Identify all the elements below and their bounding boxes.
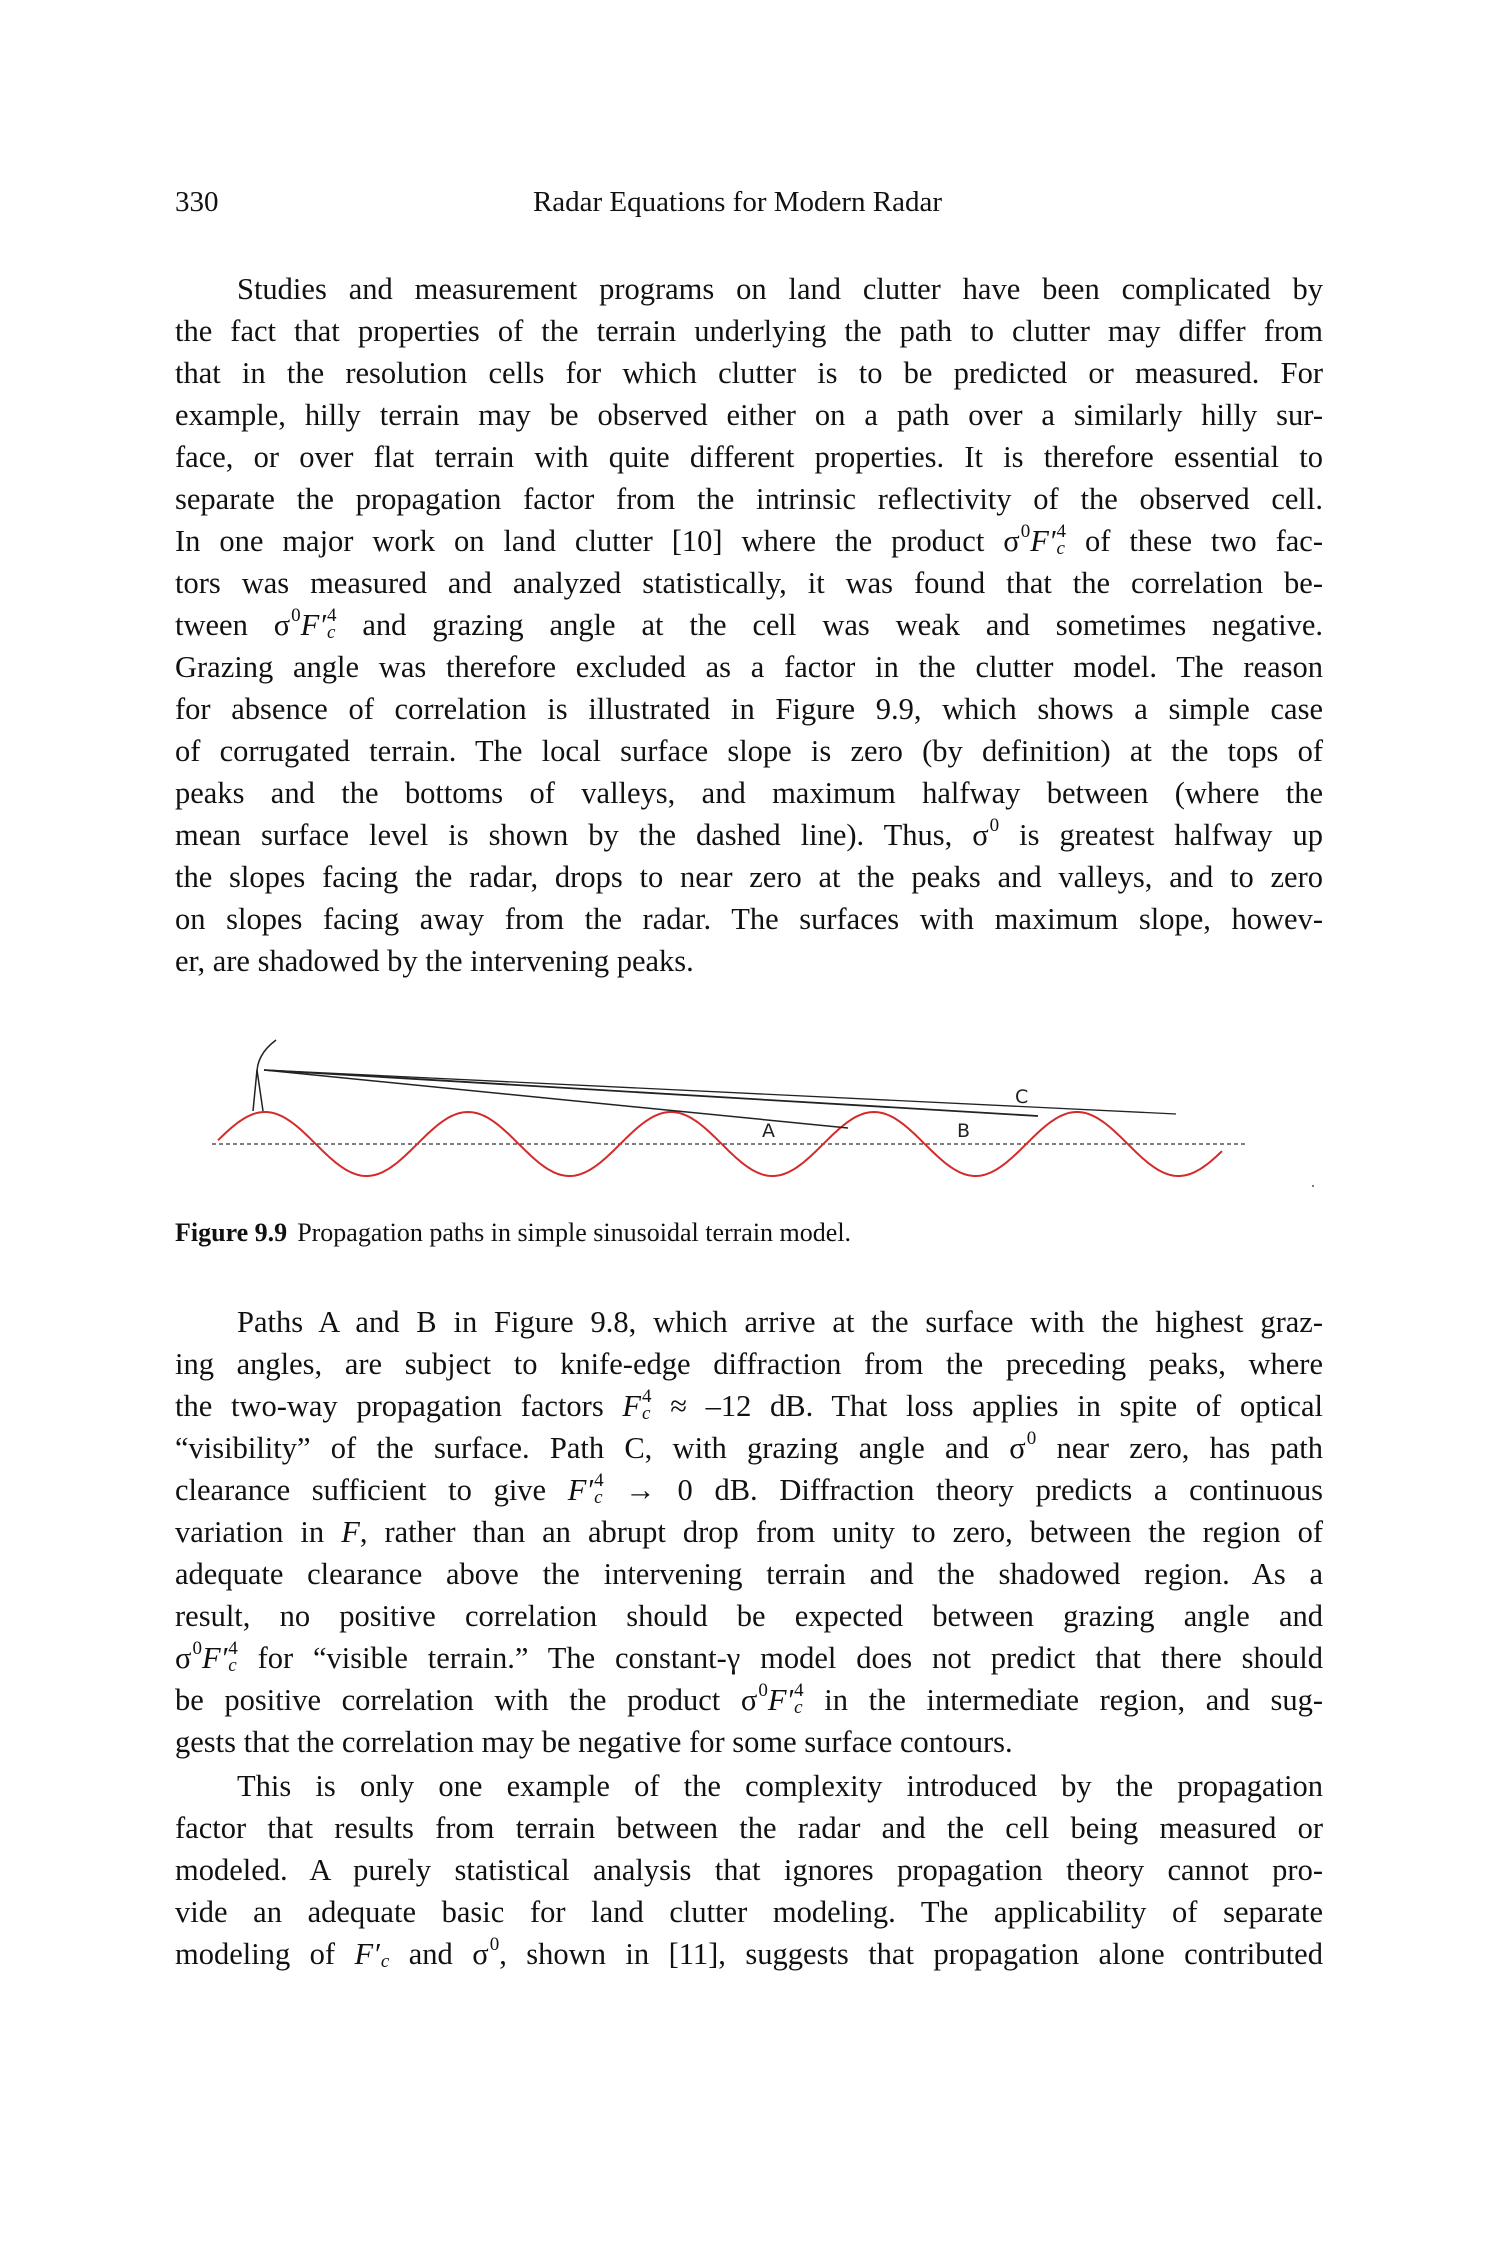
math-base: σ [972,818,989,852]
text-line [175,1553,1323,1595]
math-base: F′ [354,1937,380,1971]
text-segment: ≈ –12 dB. That loss applies in spite of optical [651,1389,1323,1423]
text-segment: separate the propagation factor from the intrinsic reflectivity of the observed cell. [175,482,1323,516]
math-symbol [175,1637,238,1679]
text-line [175,352,1323,394]
text-segment: of these two fac- [1066,524,1323,558]
text-segment: face, or over flat terrain with quite different properties. It is therefore essential to [175,440,1323,474]
caption-text: Propagation paths in simple sinusoidal terrain model. [297,1218,852,1247]
math-base: σ [740,1683,758,1717]
radar-antenna-icon [253,1040,276,1111]
text-line [175,562,1323,604]
text-segment: of corrugated terrain. The local surface slope is zero (by definition) at the tops of [175,734,1323,768]
math-symbol [472,1933,499,1975]
text-segment: tween [175,608,274,642]
math-subscript [192,1657,202,1674]
math-superscript: 4 [326,605,337,626]
math-scripts [594,1472,604,1506]
math-symbol [1009,1427,1036,1469]
label-c: C [1015,1086,1029,1108]
math-base: F [341,1515,360,1549]
text-line [175,898,1323,940]
text-line [175,310,1323,352]
math-scripts [1057,523,1067,557]
math-scripts [291,607,301,641]
math-base: F′ [767,1683,794,1717]
text-segment: and grazing angle at the cell was weak and sometimes negative. [336,608,1323,642]
math-subscript: c [794,1697,803,1718]
text-line [175,1427,1323,1469]
text-segment: on slopes facing away from the radar. The surfaces with maximum slope, howev- [175,902,1323,936]
math-symbol [972,814,999,856]
math-scripts [758,1682,768,1716]
text-line [175,814,1323,856]
stray-dot [1312,1185,1314,1187]
text-segment: the two-way propagation factors [175,1389,623,1423]
paragraph-1 [175,268,1323,982]
label-b: B [957,1120,971,1142]
math-subscript: c [228,1655,237,1676]
text-line [175,604,1323,646]
math-symbol [741,1679,804,1721]
math-scripts [490,1936,500,1970]
text-line [175,646,1323,688]
math-superscript: 0 [489,1934,500,1955]
text-line [175,730,1323,772]
math-base: F′ [567,1473,594,1507]
math-scripts [228,1640,238,1674]
text-segment: is greatest halfway up [999,818,1323,852]
math-subscript: c [326,622,336,643]
text-line [175,1891,1323,1933]
text-line [175,436,1323,478]
math-base: F′ [201,1641,228,1675]
text-segment: near zero, has path [1036,1431,1323,1465]
text-segment: vide an adequate basic for land clutter modeling. The applicability of separate [175,1895,1323,1929]
text-segment: , rather than an abrupt drop from unity to zero, between the region of [359,1515,1323,1549]
math-symbol [341,1511,360,1553]
text-segment: example, hilly terrain may be observed either on a path over a similarly hilly sur- [175,398,1323,432]
text-segment: that in the resolution cells for which clutter is to be predicted or measured. For [175,356,1323,390]
text-segment: “visibility” of the surface. Path C, with grazing angle and [175,1431,1010,1465]
ray-path-c [264,1070,1176,1114]
text-line [175,394,1323,436]
math-symbol [568,1469,604,1511]
math-scripts [192,1640,202,1674]
text-segment: tors was measured and analyzed statistically, it was found that the correlation be- [175,566,1323,600]
text-segment: factor that results from terrain between the radar and the cell being measured or [175,1811,1323,1845]
caption-label: Figure 9.9 [175,1218,288,1247]
math-subscript: c [1056,538,1065,559]
text-segment: the fact that properties of the terrain underlying the path to clutter may differ from [175,314,1323,348]
text-line [175,688,1323,730]
math-superscript: 4 [228,1638,238,1659]
text-segment: mean surface level is shown by the dashed line). Thus, [175,818,973,852]
text-segment: for “visible terrain.” The constant-γ model does not predict that there should [237,1641,1323,1675]
math-base: σ [1009,1431,1026,1465]
label-a: A [762,1120,775,1142]
math-symbol [1003,520,1066,562]
figure-9-9-terrain-diagram [0,1030,1500,1200]
text-line [175,1679,1323,1721]
text-segment: be positive correlation with the product [175,1683,741,1717]
math-superscript: 0 [1026,1428,1037,1449]
text-line [175,520,1323,562]
math-scripts [642,1388,652,1422]
text-segment: result, no positive correlation should be expected between grazing angle and [175,1599,1323,1633]
math-scripts [1027,1430,1037,1464]
running-head: Radar Equations for Modern Radar [532,186,943,218]
text-segment: modeling of [175,1937,355,1971]
math-superscript: 4 [642,1386,652,1407]
math-symbol [274,604,337,646]
math-superscript: 4 [594,1470,604,1491]
math-superscript: 0 [989,815,1000,836]
math-superscript: 4 [1056,521,1067,542]
text-line [175,1807,1323,1849]
text-segment: gests that the correlation may be negative for some surface contours. [175,1725,1013,1759]
math-scripts [990,817,1000,851]
math-base: F [622,1389,642,1423]
text-line [175,1765,1323,1807]
text-segment: , shown in [11], suggests that propagation alone contributed [499,1937,1323,1971]
text-line [175,1595,1323,1637]
text-line [175,1343,1323,1385]
math-base: F′ [1030,524,1056,558]
paragraph-3 [175,1765,1323,1975]
math-subscript: c [642,1403,651,1424]
math-superscript: 0 [1020,521,1031,542]
text-line [175,772,1323,814]
text-line [175,1301,1323,1343]
text-segment: ing angles, are subject to knife-edge diffraction from the preceding peaks, where [175,1347,1323,1381]
math-subscript [291,624,301,641]
math-subscript: c [380,1951,390,1972]
math-base: F′ [300,608,326,642]
math-base: σ [273,608,291,642]
text-segment: adequate clearance above the intervening terrain and the shadowed region. As a [175,1557,1323,1591]
text-segment: Grazing angle was therefore excluded as a factor in the clutter model. The reason [175,650,1323,684]
text-line [175,1849,1323,1891]
page-number: 330 [175,186,219,218]
math-scripts [327,607,337,641]
text-segment: in the intermediate region, and sug- [803,1683,1323,1717]
text-line [175,268,1323,310]
figure-caption [175,1218,851,1248]
math-base: σ [1003,524,1020,558]
text-segment: er, are shadowed by the intervening peaks. [175,944,694,978]
math-scripts [794,1682,804,1716]
math-base: σ [472,1937,489,1971]
math-subscript [1021,540,1031,557]
text-line [175,1721,1323,1763]
math-superscript: 4 [794,1680,804,1701]
text-segment: This is only one example of the complexity introduced by the propagation [237,1769,1323,1803]
math-base: σ [175,1641,192,1675]
math-symbol [355,1933,390,1975]
math-subscript [490,1953,500,1970]
math-superscript: 0 [291,605,301,626]
math-subscript [990,834,1000,851]
text-segment: → 0 dB. Diffraction theory predicts a continuous [603,1473,1323,1507]
text-line [175,478,1323,520]
math-subscript: c [594,1487,603,1508]
math-scripts [1021,523,1031,557]
text-line [175,1933,1323,1975]
text-segment: In one major work on land clutter [10] where the product [175,524,1004,558]
text-line [175,1469,1323,1511]
math-subscript [1027,1447,1037,1464]
text-segment: the slopes facing the radar, drops to near zero at the peaks and valleys, and to zero [175,860,1323,894]
text-line [175,940,1323,982]
text-segment: Paths A and B in Figure 9.8, which arrive at the surface with the highest graz- [237,1305,1323,1339]
paragraph-2 [175,1301,1323,1763]
math-superscript: 0 [192,1638,202,1659]
math-symbol [622,1385,651,1427]
text-segment: modeled. A purely statistical analysis that ignores propagation theory cannot pro- [175,1853,1323,1887]
math-superscript: 0 [758,1680,768,1701]
text-line [175,1511,1323,1553]
text-line [175,1385,1323,1427]
text-line [175,856,1323,898]
text-segment: and [389,1937,473,1971]
math-subscript [758,1699,768,1716]
text-line [175,1637,1323,1679]
math-scripts [381,1936,389,1970]
text-segment: clearance sufficient to give [175,1473,568,1507]
text-segment: variation in [175,1515,342,1549]
text-segment: Studies and measurement programs on land clutter have been complicated by [237,272,1323,306]
text-segment: peaks and the bottoms of valleys, and maximum halfway between (where the [175,776,1323,810]
text-segment: for absence of correlation is illustrated in Figure 9.9, which shows a simple case [175,692,1323,726]
